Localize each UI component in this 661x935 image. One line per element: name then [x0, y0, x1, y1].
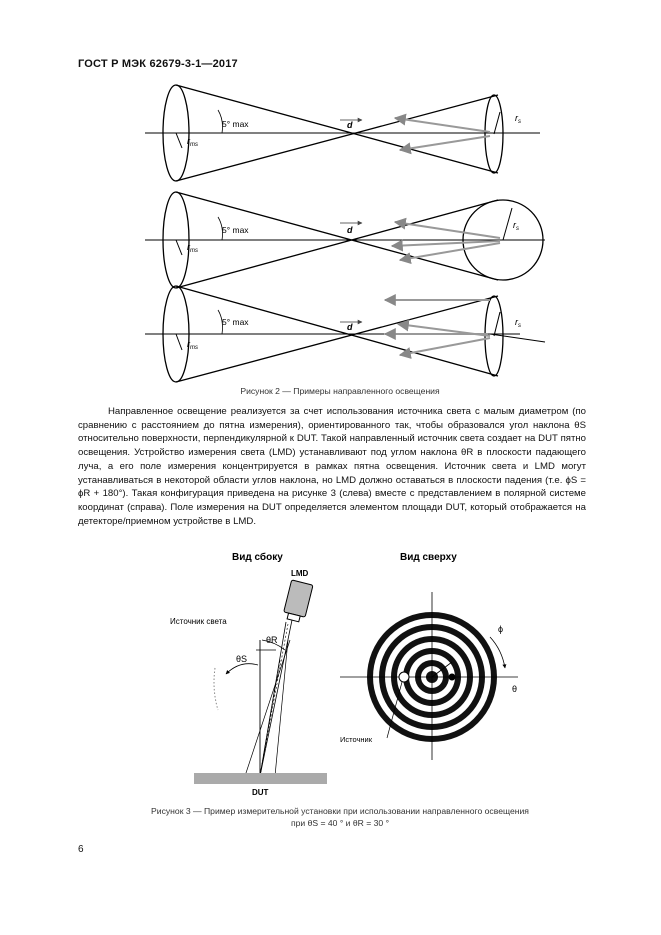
side-view — [170, 551, 327, 797]
top-view-title: Вид сверху — [400, 552, 457, 563]
body-paragraph — [78, 405, 586, 528]
angle-label: 5° max — [222, 225, 249, 235]
side-view-title: Вид сбоку — [232, 552, 283, 563]
figure-3-caption — [100, 805, 580, 829]
diagram-3 — [145, 286, 545, 382]
page-number: 6 — [78, 844, 84, 855]
document-header: ГОСТ Р МЭК 62679-3-1—2017 — [78, 58, 238, 70]
figure-3 — [0, 540, 661, 800]
diagram-1 — [145, 85, 540, 181]
d-label: d — [347, 322, 353, 332]
d-label: d — [347, 120, 353, 130]
theta-s-label: θS — [236, 654, 248, 664]
lmd-label: LMD — [291, 569, 309, 578]
angle-label: 5° max — [222, 119, 249, 129]
source-short-label: Источник — [340, 735, 373, 744]
rms-label: $r_{ms}$ — [187, 339, 198, 351]
dut-label: DUT — [252, 788, 269, 797]
rms-label: $r_{ms}$ — [187, 136, 198, 148]
figure-2 — [0, 0, 661, 400]
top-view — [340, 552, 518, 760]
phi-label: ϕ — [498, 624, 504, 634]
rms-label: $r_{ms}$ — [187, 242, 198, 254]
source-label: Источник света — [170, 617, 227, 626]
rs-label: $r_s$ — [513, 220, 519, 232]
angle-label: 5° max — [222, 317, 249, 327]
figure-2-caption: Рисунок 2 — Примеры направленного освещения — [240, 386, 440, 396]
figure-3-caption-line2: при θS = 40 ° и θR = 30 ° — [290, 818, 390, 828]
figure-3-caption-line1: Рисунок 3 — Пример измерительной установки при использовании направленного освещения — [151, 806, 529, 816]
theta-r-label: θR — [266, 635, 278, 645]
diagram-2 — [145, 192, 545, 288]
rs-label: $r_s$ — [515, 113, 521, 125]
paragraph-text: Направленное освещение реализуется за счет использования источника света с малым диаметром (по сравнению с расстоянием до пятна измерения), ориентированного так, чтобы образовался угол наклона θS относительно поверхности, перпендикулярной к DUT. Такой направленный источник света создает на DUT пятно освещения. Устройство измерения света (LMD) устанавливают под углом наклона θR в плоскости падающего луча, а его поле измерения концентрируется в рамках пятна освещения. Источник света и LMD могут устанавливаться в некоторой области углов наклона, но LMD должно оставаться в плоскости падения (т.е. ϕS = ϕR + 180°). Такая конфигурация приведена на рисунке 3 (слева) вместе с представлением в полярной системе координат (справа). Поле измерения на DUT определяется элементом площади DUT, который отображается на детекторе/приемном устройстве в LMD. — [78, 406, 586, 527]
rs-label: $r_s$ — [515, 317, 521, 329]
d-label: d — [347, 225, 353, 235]
theta-label: θ — [512, 684, 518, 694]
